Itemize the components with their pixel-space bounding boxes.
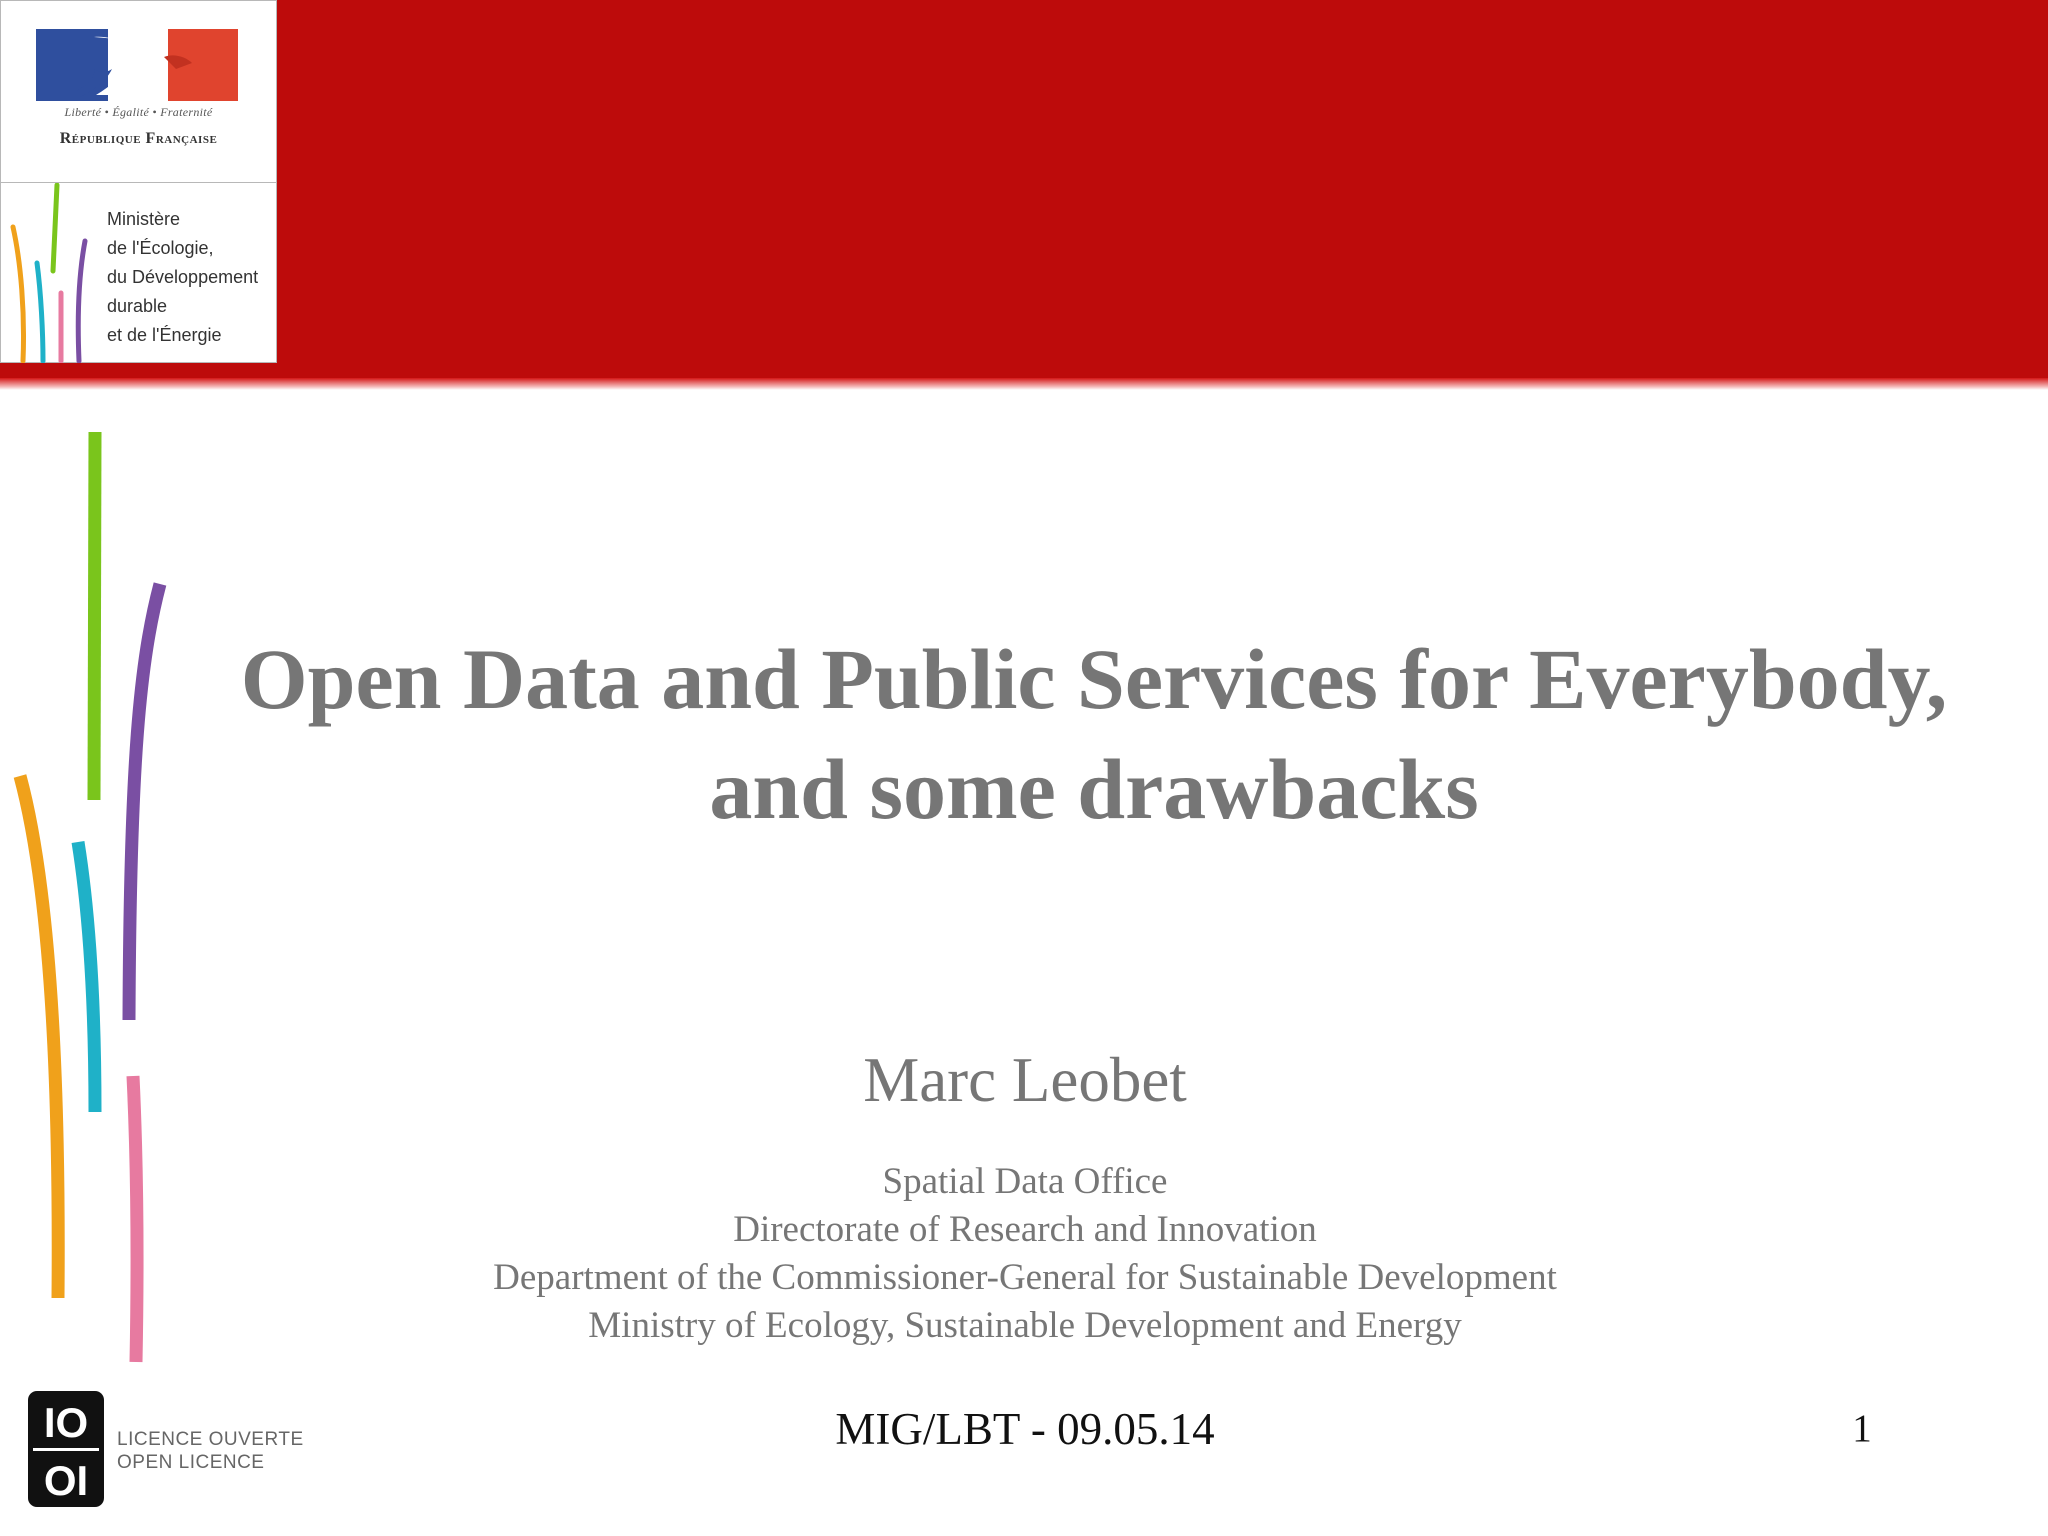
republic-logo-block xyxy=(1,1,276,183)
ministry-name-line: durable xyxy=(107,296,168,316)
republic-motto: Liberté • Égalité • Fraternité xyxy=(64,105,213,119)
ministry-name-line: et de l'Énergie xyxy=(107,325,222,345)
title-line: Open Data and Public Services for Everybody, xyxy=(240,631,1948,727)
header-band-edge xyxy=(0,378,2048,390)
page-number: 1 xyxy=(1852,1407,1872,1450)
header-band xyxy=(0,0,2048,378)
marianne-flag-icon xyxy=(36,29,238,101)
licence-label-line: LICENCE OUVERTE xyxy=(117,1429,304,1450)
licence-badge-bottom: OI xyxy=(43,1457,89,1504)
licence-label-line: OPEN LICENCE xyxy=(117,1452,265,1473)
footer-date-code: MIG/LBT - 09.05.14 xyxy=(835,1404,1215,1454)
affiliation-line: Ministry of Ecology, Sustainable Development and Energy xyxy=(588,1305,1462,1346)
ministry-strokes-icon xyxy=(9,183,94,363)
ministry-name-line: Ministère xyxy=(107,209,181,229)
ministry-name-line: du Développement xyxy=(107,267,259,287)
affiliation-line: Directorate of Research and Innovation xyxy=(733,1209,1317,1250)
ministry-name-line: de l'Écologie, xyxy=(107,238,214,258)
title-line: and some drawbacks xyxy=(709,741,1479,837)
licence-badge-top: IO xyxy=(43,1399,89,1446)
republic-name: République Française xyxy=(59,130,218,147)
open-licence-logo-icon xyxy=(28,1391,104,1507)
slide-title xyxy=(160,624,2028,844)
affiliation-line: Spatial Data Office xyxy=(882,1161,1168,1202)
government-logo xyxy=(0,0,277,363)
author-name: Marc Leobet xyxy=(863,1045,1187,1115)
affiliation-line: Department of the Commissioner-General for Sustainable Development xyxy=(493,1257,1557,1298)
affiliation-block xyxy=(360,1158,1690,1350)
ministry-name xyxy=(107,205,275,350)
decorative-strokes-icon xyxy=(0,420,180,1380)
licence-label xyxy=(117,1428,304,1474)
